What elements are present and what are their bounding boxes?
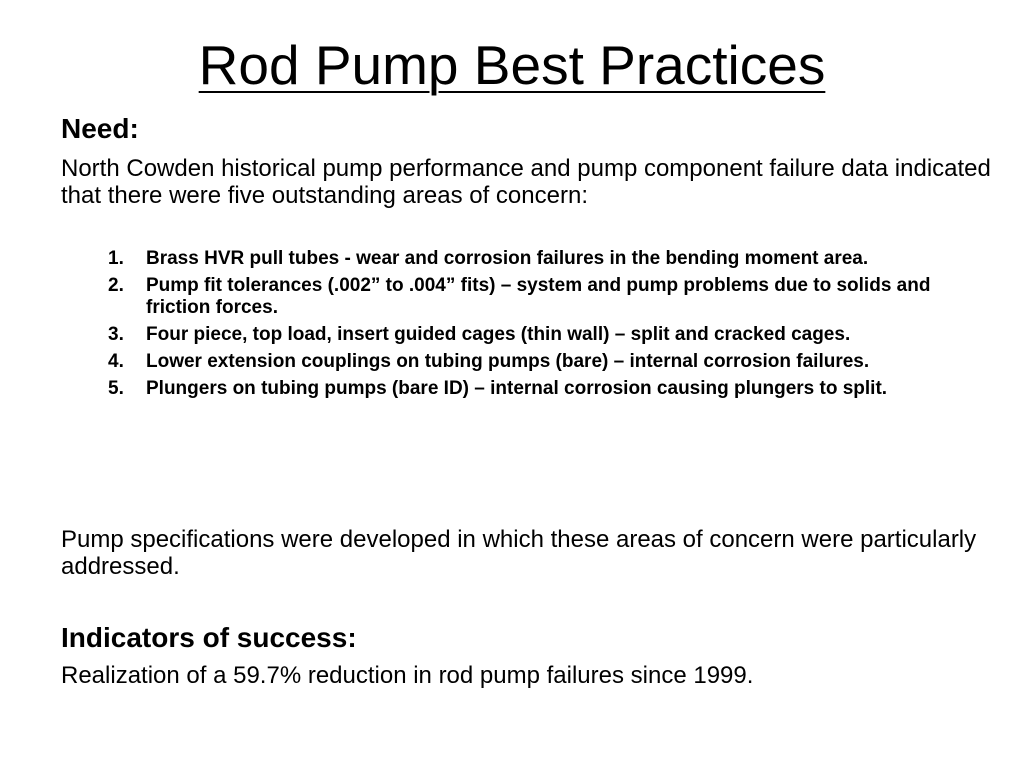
concern-number: 5. xyxy=(108,378,124,399)
concern-number: 1. xyxy=(108,248,124,269)
need-paragraph: North Cowden historical pump performance and pump component failure data indicated that there were five outstanding areas of concern: xyxy=(61,155,991,209)
concern-number: 2. xyxy=(108,275,124,296)
concern-item xyxy=(108,378,988,400)
concern-text: Plungers on tubing pumps (bare ID) – internal corrosion causing plungers to split. xyxy=(146,378,888,399)
concern-item xyxy=(108,248,988,270)
concern-item xyxy=(108,351,988,373)
concern-number: 4. xyxy=(108,351,124,372)
concern-item xyxy=(108,324,988,346)
concern-text: Pump fit tolerances (.002” to .004” fits) – system and pump problems due to solids and friction forces. xyxy=(146,275,931,318)
success-paragraph: Realization of a 59.7% reduction in rod pump failures since 1999. xyxy=(61,662,754,689)
concern-number: 3. xyxy=(108,324,124,345)
slide-title: Rod Pump Best Practices xyxy=(198,34,826,96)
concern-text: Four piece, top load, insert guided cages (thin wall) – split and cracked cages. xyxy=(146,324,851,345)
spec-paragraph: Pump specifications were developed in which these areas of concern were particularly addressed. xyxy=(61,526,977,580)
concerns-list xyxy=(108,248,988,405)
success-heading: Indicators of success: xyxy=(61,622,357,653)
concern-text: Brass HVR pull tubes - wear and corrosion failures in the bending moment area. xyxy=(146,248,869,269)
concern-text: Lower extension couplings on tubing pumps (bare) – internal corrosion failures. xyxy=(146,351,870,372)
need-heading: Need: xyxy=(61,113,139,144)
concern-item xyxy=(108,275,988,319)
